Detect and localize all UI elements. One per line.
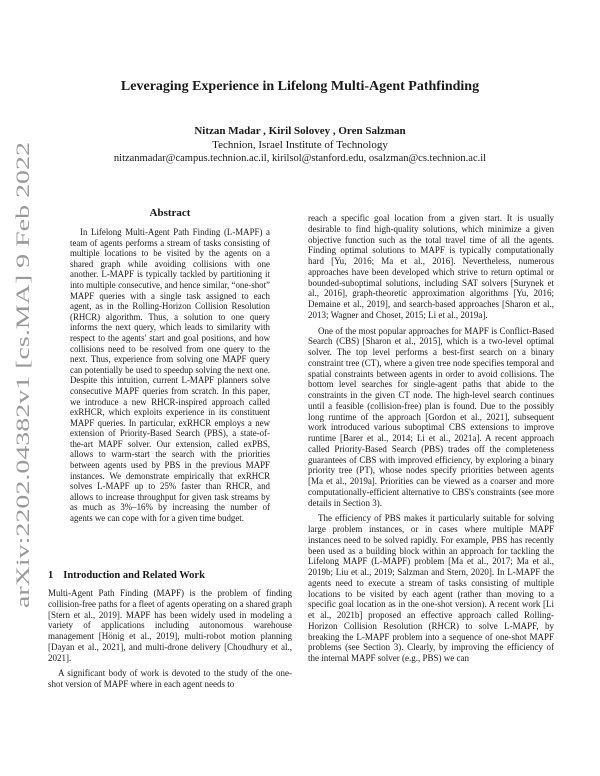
body-paragraph: One of the most popular approaches for MAPF is Conflict-Based Search (CBS) [Sharon et al., 2015], which is a two-level optimal solver. The top level performs a best-first search on a binary constraint tree (CT), where a given tree node specifies temporal and spatial constraints between agents in order to avoid collisions. The bottom level searches for single-agent paths that abide to the constraints in the given CT node. The high-level search continues until a feasible (collision-free) plan is found. Due to the possibly long runtime of the approach [Gordon et al., 2021], subsequent work introduced various suboptimal CBS extensions to improve runtime [Barer et al., 2014; Li et al., 2021a]. A recent approach called Priority-Based Search (PBS) trades off the completeness guarantees of CBS with improved efficiency, by exploring a binary priority tree (PT), whose nodes specify priorities between agents [Ma et al., 2019a]. Priorities can be viewed as a coarser and more computationally-efficient alternative to CBS's constraints (see more details in Section 3).: [308, 325, 554, 508]
arxiv-stamp-text: arXiv:2202.04382v1 [cs.MA] 9 Feb 2022: [13, 291, 34, 608]
intro-paragraph: A significant body of work is devoted to the study of the one-shot version of MAPF where in each agent needs to: [48, 668, 292, 689]
body-paragraph: reach a specific goal location from a given start. It is usually desirable to find high-quality solutions, which minimize a given objective function such as the total travel time of all the agents. Finding optimal solutions to MAPF is typically computationally hard [Yu, 2016; Ma et al., 2016]. Nevertheless, numerous approaches have been developed which strive to return optimal or bounded-suboptimal solutions, including SAT solvers [Surynek et al., 2016], graph-theoretic approximation algorithms [Yu, 2016; Demaine et al., 2019], and search-based approaches [Sharon et al., 2013; Wagner and Choset, 2015; Li et al., 2019a].: [308, 213, 554, 320]
intro-paragraph: Multi-Agent Path Finding (MAPF) is the problem of finding collision-free paths for a fleet of agents operating on a shared graph [Stern et al., 2019]. MAPF has been widely used in modeling a variety of applications including autonomous warehouse management [Hönig et al., 2019], multi-robot motion planning [Dayan et al., 2021], and multi-drone delivery [Choudhury et al., 2021].: [48, 588, 292, 663]
author-emails: nitzanmadar@campus.technion.ac.il, kirilsol@stanford.edu, osalzman@cs.technion.ac.il: [113, 153, 487, 164]
section-number: 1: [48, 570, 54, 581]
arxiv-stamp-svg: [8, 140, 38, 610]
body-paragraph: The efficiency of PBS makes it particularly suitable for solving large problem instances, or in cases where multiple MAPF instances need to be solved rapidly. For example, PBS has recently been used as a building block within an approach for tackling the Lifelong MAPF (L-MAPF) problem [Ma et al., 2017; Ma et al., 2019b; Liu et al., 2019; Salzman and Stern, 2020]. In L-MAPF the agents need to execute a stream of tasks consisting of multiple locations to be visited by each agent (rather than moving to a specific goal location as in the one-shot version). A recent work [Li et al., 2021b] proposed an effective approach called Rolling-Horizon Collision Resolution (RHCR) to solve L-MAPF, by breaking the L-MAPF problem into a sequence of one-shot MAPF problems (see Section 3). Clearly, by improving the efficiency of the internal MAPF solver (e.g., PBS) we can: [308, 513, 554, 663]
abstract-text: In Lifelong Multi-Agent Path Finding (L-MAPF) a team of agents performs a stream of tasks consisting of multiple locations to be visited by the agents on a shared graph while avoiding collisions with one another. L-MAPF is typically tackled by partitioning it into multiple consecutive, and hence similar, “one-shot” MAPF queries with a single task assigned to each agent, as in the Rolling-Horizon Collision Resolution (RHCR) algorithm. Thus, a solution to one query informs the next query, which leads to similarity with respect to the agents' start and goal positions, and how collisions need to be resolved from one query to the next. Thus, experience from solving one MAPF query can potentially be used to speedup solving the next one. Despite this intuition, current L-MAPF planners solve consecutive MAPF queries from scratch. In this paper, we introduce a new RHCR-inspired approach called exRHCR, which exploits experience in its constituent MAPF queries. In particular, exRHCR employs a new extension of Priority-Based Search (PBS), a state-of-the-art MAPF solver. Our extension, called exPBS, allows to warm-start the search with the priorities between agents used by PBS in the previous MAPF instances. We demonstrate empirically that exRHCR solves L-MAPF up to 25% faster than RHCR, and allows to increase throughput for given task streams by as much as 3%–16% by increasing the number of agents we can cope with for a given time budget.: [70, 227, 270, 524]
intro-left-column: [48, 588, 292, 690]
section-title: Introduction and Related Work: [63, 570, 205, 581]
arxiv-stamp: [8, 140, 38, 610]
paper-title: Leveraging Experience in Lifelong Multi-Agent Pathfinding: [120, 79, 480, 94]
affiliation: Technion, Israel Institute of Technology: [212, 139, 388, 151]
section-heading: [48, 570, 292, 581]
abstract-heading: Abstract: [149, 207, 191, 219]
author-list: Nitzan Madar , Kiril Solovey , Oren Salzman: [194, 125, 406, 137]
right-column: [308, 213, 554, 664]
